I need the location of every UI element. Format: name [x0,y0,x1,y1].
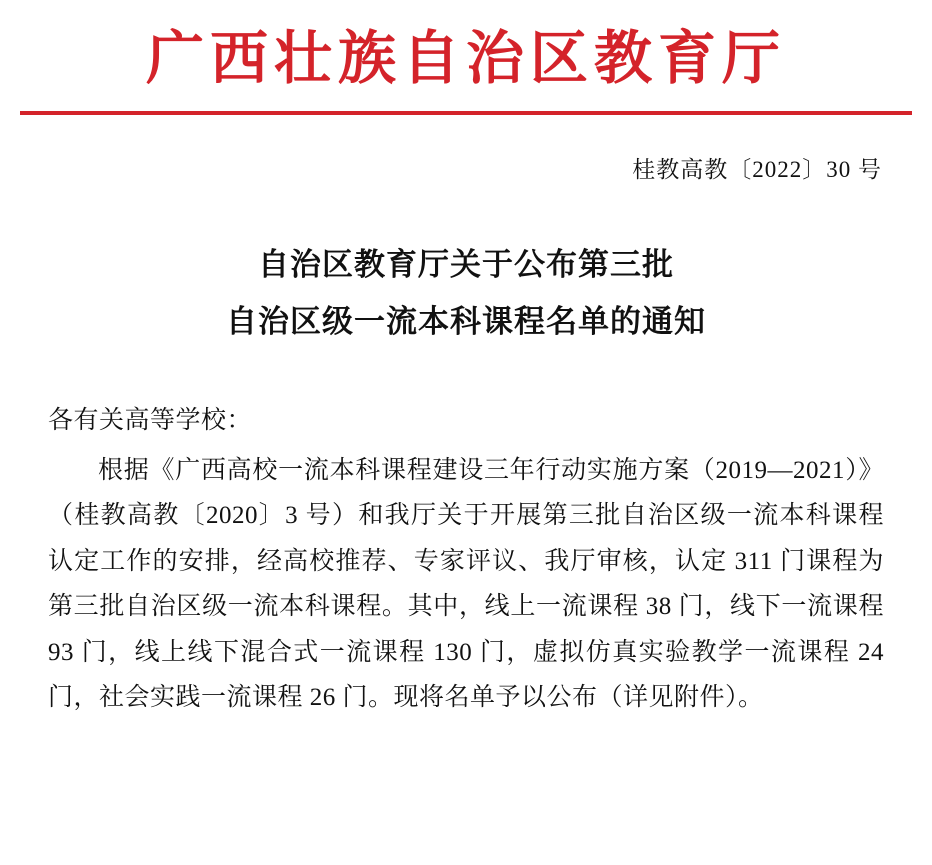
document-body [0,398,932,721]
document-number-row [0,151,932,184]
body-paragraph-1: 根据《广西高校一流本科课程建设三年行动实施方案（2019—2021）》（桂教高教〔2020〕3 号）和我厅关于开展第三批自治区级一流本科课程认定工作的安排，经高校推荐、专家评议、我厅审核，认定 311 门课程为第三批自治区级一流本科课程。其中，线上一流课程 38 门，线下一流课程 93 门，线上线下混合式一流课程 130 门，虚拟仿真实验教学一流课程 24 门，社会实践一流课程 26 门。现将名单予以公布（详见附件）。 [48,456,884,712]
document-number: 桂教高教〔2022〕30 号 [632,156,882,182]
page-title-line-2: 自治区级一流本科课程名单的通知 [226,304,706,340]
salutation: 各有关高等学校： [48,407,253,435]
issuing-agency-title: 广西壮族自治区教育厅 [145,26,786,91]
page-title [0,236,932,351]
page-title-line-1: 自治区教育厅关于公布第三批 [258,246,674,282]
masthead [0,0,932,115]
masthead-divider [20,111,912,115]
